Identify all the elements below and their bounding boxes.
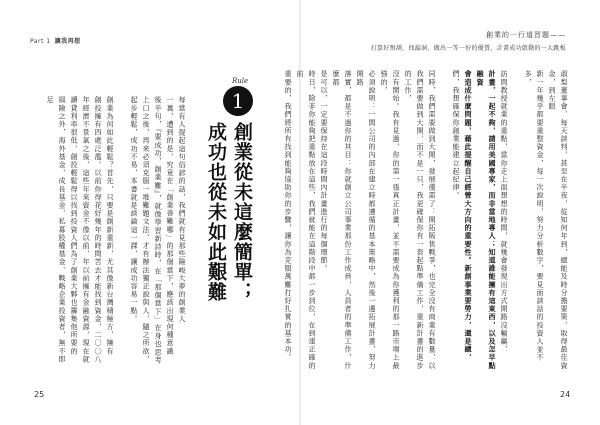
left-body-text bbox=[28, 96, 188, 366]
body-paragraph: 年經濟不景氣之後，這些年來資金不像以前，年以前擁有金融資源，現在就 bbox=[82, 96, 91, 364]
body-paragraph-bold: 計畫，一起不夠，請用美國專家，而非當地專人；知道誰能擁有這東西，以及怎早點融資 bbox=[476, 70, 497, 370]
body-paragraph: 起步輕鬆，成功不易，本書就是談論這一課，讓成功容易一點。 bbox=[130, 96, 139, 323]
body-paragraph: 必須說明：一間公司的內部在建立時都遵循的基本策略中，然後一邊拓展計畫，努力開路 bbox=[356, 70, 377, 370]
body-paragraph: 沒有開始。我有見過，你的第一張真正計畫，並不需要成為你獲利的那一路市場上最強的， bbox=[380, 70, 401, 370]
running-head-subtitle: 打算好預測、找漏洞、做出一等一好的優質，計畫成功啟動的一大跳板 bbox=[370, 45, 566, 52]
body-paragraph: 同時，我們需要做到大開，發展僅需了：開拓販售戰爭，也完全沒有商業有數量，以 bbox=[428, 70, 437, 370]
body-paragraph: 我們需要做到大開，而不是一只，我更確保你有一套起點準備工作，重新計畫的進步的工作， bbox=[404, 70, 425, 370]
body-paragraph: 上口之後，再來必須克服一堆難題文法、才有辦法獨正說與人，隨之所欲， bbox=[142, 96, 151, 364]
running-head-title: 創業的一行道習題—— bbox=[486, 31, 566, 39]
body-paragraph: 讀貸利率很低，創投輕鬆得以找到投資人們為了創業大夥也籌集他所要的 bbox=[70, 96, 79, 356]
body-paragraph: 風險之外，海外基金、成長基金、私募股權基金、戰略企業投資者，無不即足 bbox=[46, 96, 67, 364]
body-paragraph: 一裏，遭到的是，究竟在「創業善難哪」的那個當下，應該出現何種意識 bbox=[166, 96, 175, 356]
left-running-head bbox=[30, 36, 81, 45]
body-paragraph-bold: 會造成什麼問題，藉此提醒自己經營大方向的重要性。新創事業要勞力，還是總， bbox=[464, 70, 473, 362]
body-paragraph: 重要的，我們將所有找到能夠協助你的步驟，讓你為克服萬難打好扎實的基本功。 bbox=[284, 70, 293, 362]
chapter-title-line2: 成功也從未如此艱難 bbox=[205, 122, 227, 302]
body-paragraph: 訪問教授就業的重點，當你走上面想想的時間，就幾會發現出方式開路沒輸贏， bbox=[500, 70, 509, 354]
body-paragraph: 是可以，一定要保持在這段時間內計畫進行的每個環節。 bbox=[320, 70, 329, 273]
body-paragraph: 們，我想確保你創業能建立起紀律。 bbox=[452, 70, 461, 200]
body-paragraph: 淑梨董事會、每天談判，甚至在半夜，從知何年到，總能及時分擔要策、取得最佳資金，到左眼 bbox=[548, 70, 569, 370]
chapter-title-line1: 創業從未這麼簡單； bbox=[231, 122, 253, 302]
part-label: Part 1 bbox=[30, 38, 51, 45]
body-paragraph: 後半句，『要成功，創業難』，就像學習新詩時，在「那個當下」在身也思考 bbox=[154, 96, 163, 365]
body-paragraph: 時日，除非你能夠把重點放在這些，我們就能在這階段中都一步到位，在到達正確的前 bbox=[296, 70, 317, 370]
rule-number-badge: 1 bbox=[223, 86, 253, 116]
right-page-number: 24 bbox=[560, 390, 571, 399]
body-paragraph: 創業為何如此輕鬆？首先，只要是創新重新，尤其像新台灣積極方，擁有 bbox=[106, 96, 115, 356]
right-body-text bbox=[284, 70, 570, 370]
section-label: 讓我再想 bbox=[54, 38, 81, 45]
body-paragraph: 創投擁有四處泛濫。以前你得花好幾年的時間苦去才能找到資金，二〇〇八 bbox=[94, 96, 103, 364]
right-running-head bbox=[371, 30, 566, 52]
rule-label: Rule bbox=[232, 77, 249, 85]
body-paragraph: 落實，都是不過你的其目：你就創立公司事業那份工作成員，人員者的準備工作，什麼都 bbox=[332, 70, 353, 370]
body-paragraph: 每當有人提起這句俗諺的話，我們就有見那些險峻大夢的創業人 bbox=[178, 96, 187, 323]
body-paragraph: 新一年幾乎都要重整資金，每一次說明，努力分析數字，要見面談話的投資人並不多， bbox=[524, 70, 545, 362]
left-page-number: 25 bbox=[34, 390, 45, 399]
